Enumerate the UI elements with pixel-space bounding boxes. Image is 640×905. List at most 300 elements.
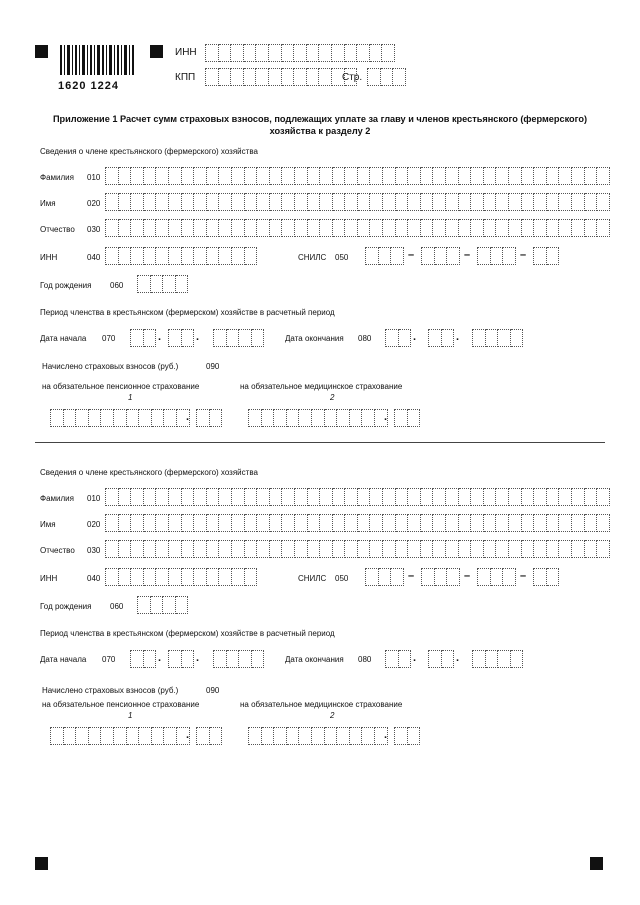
input-cell[interactable] [252,650,265,668]
input-cell[interactable] [509,540,522,558]
input-cell[interactable] [156,514,169,532]
input-cell[interactable] [144,247,157,265]
pension-rub-cells[interactable] [50,727,190,745]
snils-cells-4[interactable] [533,568,559,586]
input-cell[interactable] [248,727,262,745]
input-cell[interactable] [131,193,144,211]
input-cell[interactable] [509,514,522,532]
input-cell[interactable] [245,568,258,586]
input-cell[interactable] [105,247,119,265]
input-cell[interactable] [144,650,157,668]
input-cell[interactable] [471,514,484,532]
input-cell[interactable] [257,167,270,185]
input-cell[interactable] [572,193,585,211]
input-cell[interactable] [50,727,64,745]
input-cell[interactable] [446,488,459,506]
input-cell[interactable] [358,540,371,558]
input-cell[interactable] [105,514,119,532]
medical-kop-cells[interactable] [394,409,420,427]
input-cell[interactable] [137,275,151,293]
input-cell[interactable] [232,568,245,586]
input-cell[interactable] [270,219,283,237]
input-cell[interactable] [130,329,144,347]
input-cell[interactable] [399,329,412,347]
input-cell[interactable] [486,329,499,347]
input-cell[interactable] [299,409,312,427]
input-cell[interactable] [256,44,269,62]
input-cell[interactable] [522,514,535,532]
input-cell[interactable] [408,488,421,506]
input-cell[interactable] [477,247,491,265]
input-cell[interactable] [358,219,371,237]
input-cell[interactable] [319,68,332,86]
input-cell[interactable] [227,650,240,668]
input-cell[interactable] [597,167,610,185]
input-cell[interactable] [207,167,220,185]
input-cell[interactable] [396,167,409,185]
input-cell[interactable] [572,219,585,237]
input-cell[interactable] [151,275,164,293]
input-cell[interactable] [163,596,176,614]
snils-cells-3[interactable] [477,247,516,265]
input-cell[interactable] [194,247,207,265]
input-cell[interactable] [320,219,333,237]
input-cell[interactable] [244,44,257,62]
input-cell[interactable] [295,193,308,211]
input-cell[interactable] [319,44,332,62]
end-year-cells[interactable] [472,650,523,668]
input-cell[interactable] [471,219,484,237]
input-cell[interactable] [205,68,219,86]
input-cell[interactable] [396,540,409,558]
snils-cells-3[interactable] [477,568,516,586]
input-cell[interactable] [182,568,195,586]
input-cell[interactable] [396,193,409,211]
input-cell[interactable] [484,219,497,237]
input-cell[interactable] [282,514,295,532]
input-cell[interactable] [385,329,399,347]
input-cell[interactable] [232,514,245,532]
input-cell[interactable] [333,514,346,532]
input-cell[interactable] [182,247,195,265]
input-cell[interactable] [370,44,383,62]
input-cell[interactable] [471,193,484,211]
input-cell[interactable] [89,727,102,745]
input-cell[interactable] [210,409,223,427]
input-cell[interactable] [433,167,446,185]
input-cell[interactable] [194,193,207,211]
input-cell[interactable] [442,650,455,668]
input-cell[interactable] [385,650,399,668]
pension-kop-cells[interactable] [196,409,222,427]
input-cell[interactable] [207,568,220,586]
input-cell[interactable] [232,247,245,265]
input-cell[interactable] [496,193,509,211]
input-cell[interactable] [168,329,182,347]
input-cell[interactable] [391,568,404,586]
input-cell[interactable] [294,44,307,62]
input-cell[interactable] [509,219,522,237]
input-cell[interactable] [559,514,572,532]
end-month-cells[interactable] [428,329,454,347]
medical-kop-cells[interactable] [394,727,420,745]
input-cell[interactable] [585,219,598,237]
input-cell[interactable] [219,540,232,558]
input-cell[interactable] [144,568,157,586]
input-cell[interactable] [383,488,396,506]
inn-cells[interactable] [105,247,257,265]
input-cell[interactable] [408,167,421,185]
input-cell[interactable] [139,727,152,745]
input-cell[interactable] [357,44,370,62]
input-cell[interactable] [459,488,472,506]
input-cell[interactable] [325,727,338,745]
input-cell[interactable] [421,488,434,506]
header-page-cells[interactable] [367,68,406,86]
input-cell[interactable] [433,219,446,237]
input-cell[interactable] [205,44,219,62]
input-cell[interactable] [119,193,132,211]
input-cell[interactable] [307,44,320,62]
header-inn-cells[interactable] [205,44,395,62]
input-cell[interactable] [156,568,169,586]
input-cell[interactable] [227,329,240,347]
input-cell[interactable] [559,193,572,211]
input-cell[interactable] [119,167,132,185]
input-cell[interactable] [459,540,472,558]
input-cell[interactable] [547,568,560,586]
input-cell[interactable] [333,193,346,211]
input-cell[interactable] [320,488,333,506]
input-cell[interactable] [446,514,459,532]
input-cell[interactable] [105,167,119,185]
input-cell[interactable] [194,514,207,532]
input-cell[interactable] [232,219,245,237]
input-cell[interactable] [219,514,232,532]
input-cell[interactable] [256,68,269,86]
input-cell[interactable] [447,247,460,265]
input-cell[interactable] [345,167,358,185]
start-year-cells[interactable] [213,329,264,347]
input-cell[interactable] [131,488,144,506]
input-cell[interactable] [312,727,325,745]
input-cell[interactable] [484,488,497,506]
input-cell[interactable] [559,219,572,237]
input-cell[interactable] [219,68,232,86]
input-cell[interactable] [156,193,169,211]
input-cell[interactable] [362,727,375,745]
input-cell[interactable] [308,219,321,237]
input-cell[interactable] [345,219,358,237]
input-cell[interactable] [282,44,295,62]
input-cell[interactable] [308,193,321,211]
input-cell[interactable] [144,540,157,558]
name-cells[interactable] [105,193,610,211]
start-month-cells[interactable] [168,650,194,668]
input-cell[interactable] [231,44,244,62]
input-cell[interactable] [101,727,114,745]
input-cell[interactable] [64,727,77,745]
input-cell[interactable] [114,409,127,427]
input-cell[interactable] [477,568,491,586]
input-cell[interactable] [194,540,207,558]
input-cell[interactable] [144,488,157,506]
input-cell[interactable] [105,219,119,237]
medical-rub-cells[interactable] [248,727,388,745]
input-cell[interactable] [269,68,282,86]
input-cell[interactable] [182,514,195,532]
input-cell[interactable] [105,568,119,586]
input-cell[interactable] [486,650,499,668]
input-cell[interactable] [433,488,446,506]
input-cell[interactable] [152,727,165,745]
input-cell[interactable] [308,514,321,532]
input-cell[interactable] [503,568,516,586]
input-cell[interactable] [547,540,560,558]
input-cell[interactable] [182,193,195,211]
input-cell[interactable] [274,727,287,745]
input-cell[interactable] [534,514,547,532]
input-cell[interactable] [370,219,383,237]
input-cell[interactable] [534,167,547,185]
input-cell[interactable] [164,409,177,427]
input-cell[interactable] [257,193,270,211]
input-cell[interactable] [365,247,379,265]
input-cell[interactable] [219,488,232,506]
input-cell[interactable] [295,167,308,185]
input-cell[interactable] [207,514,220,532]
input-cell[interactable] [428,650,442,668]
patronymic-cells[interactable] [105,540,610,558]
input-cell[interactable] [232,540,245,558]
input-cell[interactable] [176,596,189,614]
input-cell[interactable] [370,488,383,506]
input-cell[interactable] [428,329,442,347]
input-cell[interactable] [130,650,144,668]
input-cell[interactable] [509,193,522,211]
input-cell[interactable] [287,727,300,745]
input-cell[interactable] [585,193,598,211]
input-cell[interactable] [370,514,383,532]
input-cell[interactable] [182,219,195,237]
input-cell[interactable] [362,409,375,427]
input-cell[interactable] [572,540,585,558]
input-cell[interactable] [597,540,610,558]
input-cell[interactable] [572,488,585,506]
input-cell[interactable] [257,514,270,532]
input-cell[interactable] [156,167,169,185]
input-cell[interactable] [245,514,258,532]
input-cell[interactable] [435,568,448,586]
input-cell[interactable] [408,514,421,532]
input-cell[interactable] [511,329,524,347]
input-cell[interactable] [76,727,89,745]
input-cell[interactable] [345,514,358,532]
input-cell[interactable] [131,540,144,558]
input-cell[interactable] [308,167,321,185]
input-cell[interactable] [498,329,511,347]
input-cell[interactable] [144,329,157,347]
input-cell[interactable] [408,193,421,211]
input-cell[interactable] [597,488,610,506]
input-cell[interactable] [509,167,522,185]
input-cell[interactable] [119,568,132,586]
input-cell[interactable] [320,540,333,558]
input-cell[interactable] [274,409,287,427]
input-cell[interactable] [127,727,140,745]
input-cell[interactable] [370,193,383,211]
input-cell[interactable] [156,219,169,237]
input-cell[interactable] [585,488,598,506]
input-cell[interactable] [168,650,182,668]
input-cell[interactable] [459,193,472,211]
input-cell[interactable] [282,68,295,86]
input-cell[interactable] [503,247,516,265]
input-cell[interactable] [433,514,446,532]
input-cell[interactable] [299,727,312,745]
input-cell[interactable] [182,329,195,347]
input-cell[interactable] [394,727,408,745]
input-cell[interactable] [394,409,408,427]
name-cells[interactable] [105,514,610,532]
input-cell[interactable] [522,167,535,185]
input-cell[interactable] [308,488,321,506]
input-cell[interactable] [307,68,320,86]
input-cell[interactable] [152,409,165,427]
input-cell[interactable] [533,568,547,586]
input-cell[interactable] [459,167,472,185]
input-cell[interactable] [597,193,610,211]
input-cell[interactable] [270,540,283,558]
input-cell[interactable] [447,568,460,586]
input-cell[interactable] [471,167,484,185]
input-cell[interactable] [421,568,435,586]
input-cell[interactable] [144,193,157,211]
input-cell[interactable] [269,44,282,62]
header-kpp-cells[interactable] [205,68,357,86]
input-cell[interactable] [332,44,345,62]
input-cell[interactable] [358,488,371,506]
input-cell[interactable] [239,650,252,668]
input-cell[interactable] [491,568,504,586]
input-cell[interactable] [345,193,358,211]
input-cell[interactable] [245,193,258,211]
input-cell[interactable] [252,329,265,347]
input-cell[interactable] [89,409,102,427]
input-cell[interactable] [207,540,220,558]
input-cell[interactable] [597,514,610,532]
input-cell[interactable] [245,488,258,506]
input-cell[interactable] [169,514,182,532]
input-cell[interactable] [219,167,232,185]
input-cell[interactable] [496,488,509,506]
input-cell[interactable] [433,540,446,558]
input-cell[interactable] [131,514,144,532]
input-cell[interactable] [446,219,459,237]
input-cell[interactable] [144,219,157,237]
input-cell[interactable] [182,540,195,558]
input-cell[interactable] [131,167,144,185]
input-cell[interactable] [522,488,535,506]
input-cell[interactable] [257,540,270,558]
input-cell[interactable] [471,540,484,558]
input-cell[interactable] [572,167,585,185]
input-cell[interactable] [262,727,275,745]
input-cell[interactable] [119,514,132,532]
input-cell[interactable] [144,167,157,185]
input-cell[interactable] [270,167,283,185]
input-cell[interactable] [472,329,486,347]
input-cell[interactable] [399,650,412,668]
input-cell[interactable] [169,568,182,586]
input-cell[interactable] [345,44,358,62]
input-cell[interactable] [408,219,421,237]
input-cell[interactable] [257,219,270,237]
input-cell[interactable] [446,167,459,185]
end-year-cells[interactable] [472,329,523,347]
input-cell[interactable] [496,540,509,558]
input-cell[interactable] [365,568,379,586]
input-cell[interactable] [358,167,371,185]
surname-cells[interactable] [105,488,610,506]
input-cell[interactable] [472,650,486,668]
input-cell[interactable] [207,488,220,506]
input-cell[interactable] [257,488,270,506]
input-cell[interactable] [534,540,547,558]
input-cell[interactable] [522,540,535,558]
input-cell[interactable] [105,193,119,211]
input-cell[interactable] [182,488,195,506]
input-cell[interactable] [245,540,258,558]
input-cell[interactable] [156,540,169,558]
input-cell[interactable] [282,540,295,558]
input-cell[interactable] [131,247,144,265]
input-cell[interactable] [421,540,434,558]
input-cell[interactable] [219,193,232,211]
input-cell[interactable] [76,409,89,427]
inn-cells[interactable] [105,568,257,586]
input-cell[interactable] [131,219,144,237]
input-cell[interactable] [219,44,232,62]
input-cell[interactable] [105,488,119,506]
input-cell[interactable] [358,514,371,532]
input-cell[interactable] [248,409,262,427]
input-cell[interactable] [522,193,535,211]
input-cell[interactable] [442,329,455,347]
medical-rub-cells[interactable] [248,409,388,427]
input-cell[interactable] [282,167,295,185]
input-cell[interactable] [169,167,182,185]
pension-kop-cells[interactable] [196,727,222,745]
input-cell[interactable] [213,329,227,347]
input-cell[interactable] [295,540,308,558]
surname-cells[interactable] [105,167,610,185]
input-cell[interactable] [262,409,275,427]
start-day-cells[interactable] [130,329,156,347]
input-cell[interactable] [169,219,182,237]
input-cell[interactable] [232,193,245,211]
input-cell[interactable] [333,540,346,558]
snils-cells-2[interactable] [421,568,460,586]
input-cell[interactable] [496,167,509,185]
input-cell[interactable] [381,68,394,86]
input-cell[interactable] [101,409,114,427]
input-cell[interactable] [194,167,207,185]
input-cell[interactable] [585,514,598,532]
input-cell[interactable] [421,219,434,237]
input-cell[interactable] [119,219,132,237]
input-cell[interactable] [559,167,572,185]
